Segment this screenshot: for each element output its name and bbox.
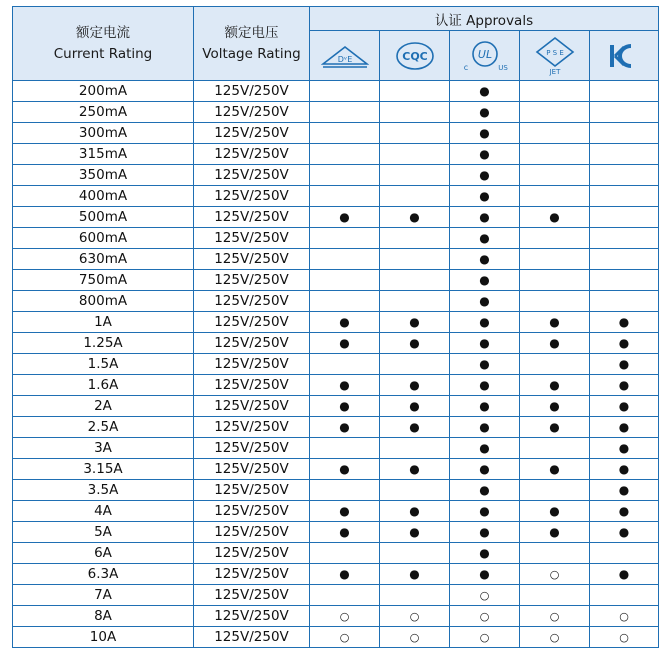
table-row <box>13 228 659 249</box>
table-row <box>13 81 659 102</box>
table-row <box>13 375 659 396</box>
vde-approval-cell <box>310 123 380 144</box>
table-row <box>13 459 659 480</box>
pse-approval-cell: ● <box>520 333 590 354</box>
vde-approval-cell: ● <box>310 312 380 333</box>
table-row <box>13 354 659 375</box>
ul-approval-cell: ○ <box>450 627 520 648</box>
table-row <box>13 396 659 417</box>
vde-approval-cell <box>310 186 380 207</box>
kc-approval-cell: ● <box>590 396 659 417</box>
table-row <box>13 270 659 291</box>
current-rating-cell: 200mA <box>13 81 194 102</box>
kc-approval-cell <box>590 165 659 186</box>
table-row <box>13 102 659 123</box>
voltage-rating-cell: 125V/250V <box>194 417 310 438</box>
ul-approval-cell: ● <box>450 270 520 291</box>
vde-approval-cell <box>310 228 380 249</box>
ul-approval-cell: ● <box>450 144 520 165</box>
cqc-approval-cell <box>380 354 450 375</box>
ul-approval-cell: ● <box>450 291 520 312</box>
kc-approval-cell: ● <box>590 417 659 438</box>
voltage-rating-cell: 125V/250V <box>194 606 310 627</box>
vde-approval-cell: ● <box>310 459 380 480</box>
kc-approval-cell: ● <box>590 438 659 459</box>
cqc-approval-cell: ● <box>380 417 450 438</box>
approvals-table <box>12 6 659 648</box>
pse-approval-cell <box>520 123 590 144</box>
vde-approval-cell <box>310 165 380 186</box>
cqc-approval-cell <box>380 270 450 291</box>
cqc-approval-cell <box>380 291 450 312</box>
cqc-approval-cell <box>380 438 450 459</box>
current-rating-cell: 5A <box>13 522 194 543</box>
vde-approval-cell: ● <box>310 417 380 438</box>
cqc-approval-cell: ○ <box>380 627 450 648</box>
voltage-rating-cell: 125V/250V <box>194 291 310 312</box>
svg-text:CQC: CQC <box>401 49 428 63</box>
table-row <box>13 480 659 501</box>
kc-approval-cell <box>590 144 659 165</box>
current-rating-cell: 300mA <box>13 123 194 144</box>
table-row <box>13 585 659 606</box>
current-rating-cell: 500mA <box>13 207 194 228</box>
current-rating-cell: 4A <box>13 501 194 522</box>
voltage-rating-cell: 125V/250V <box>194 585 310 606</box>
cqc-approval-cell: ● <box>380 333 450 354</box>
current-rating-cell: 350mA <box>13 165 194 186</box>
ul-approval-cell: ● <box>450 165 520 186</box>
table-row <box>13 291 659 312</box>
pse-approval-cell: ● <box>520 207 590 228</box>
current-rating-cell: 1.5A <box>13 354 194 375</box>
vde-approval-cell <box>310 585 380 606</box>
table-row <box>13 165 659 186</box>
kc-approval-cell <box>590 228 659 249</box>
table-row <box>13 627 659 648</box>
ul-approval-cell: ● <box>450 333 520 354</box>
table-row <box>13 186 659 207</box>
current-rating-cell: 315mA <box>13 144 194 165</box>
kc-approval-cell <box>590 585 659 606</box>
cqc-approval-cell: ● <box>380 396 450 417</box>
cqc-approval-cell <box>380 249 450 270</box>
svg-text:DᵛE: DᵛE <box>337 54 352 64</box>
current-rating-cell: 10A <box>13 627 194 648</box>
pse-logo-icon <box>533 36 577 76</box>
vde-approval-cell: ● <box>310 207 380 228</box>
current-rating-header <box>13 7 194 81</box>
pse-approval-cell: ● <box>520 417 590 438</box>
ul-approval-cell: ● <box>450 228 520 249</box>
vde-approval-cell <box>310 81 380 102</box>
current-rating-cell: 1.6A <box>13 375 194 396</box>
voltage-rating-cell: 125V/250V <box>194 627 310 648</box>
voltage-rating-cell: 125V/250V <box>194 480 310 501</box>
ul-approval-cell: ○ <box>450 585 520 606</box>
pse-approval-cell <box>520 270 590 291</box>
current-rating-cell: 600mA <box>13 228 194 249</box>
vde-approval-cell <box>310 102 380 123</box>
current-rating-cell: 3.5A <box>13 480 194 501</box>
ul-approval-cell: ● <box>450 249 520 270</box>
vde-approval-cell <box>310 354 380 375</box>
cqc-approval-cell: ● <box>380 501 450 522</box>
voltage-rating-cell: 125V/250V <box>194 354 310 375</box>
cqc-approval-cell: ● <box>380 564 450 585</box>
voltage-rating-cell: 125V/250V <box>194 459 310 480</box>
pse-approval-cell <box>520 81 590 102</box>
pse-approval-cell: ○ <box>520 606 590 627</box>
vde-logo-icon <box>321 40 369 72</box>
pse-approval-cell <box>520 249 590 270</box>
pse-approval-cell <box>520 438 590 459</box>
pse-approval-cell: ● <box>520 375 590 396</box>
pse-approval-cell <box>520 228 590 249</box>
table-row <box>13 312 659 333</box>
table-row <box>13 522 659 543</box>
voltage-rating-cell: 125V/250V <box>194 522 310 543</box>
kc-approval-cell: ○ <box>590 606 659 627</box>
current-rating-cell: 800mA <box>13 291 194 312</box>
pse-approval-cell <box>520 186 590 207</box>
table-body <box>13 81 659 648</box>
current-rating-cn: 额定电流 <box>76 24 130 41</box>
kc-approval-cell: ● <box>590 312 659 333</box>
current-rating-cell: 6A <box>13 543 194 564</box>
voltage-rating-cell: 125V/250V <box>194 543 310 564</box>
current-rating-cell: 250mA <box>13 102 194 123</box>
current-rating-cell: 2.5A <box>13 417 194 438</box>
svg-text:c: c <box>463 62 468 72</box>
vde-approval-cell: ● <box>310 501 380 522</box>
voltage-rating-cell: 125V/250V <box>194 501 310 522</box>
kc-approval-cell: ● <box>590 564 659 585</box>
ul-approval-cell: ● <box>450 207 520 228</box>
cqc-approval-cell: ● <box>380 207 450 228</box>
vde-approval-cell: ● <box>310 333 380 354</box>
pse-approval-cell: ● <box>520 396 590 417</box>
ul-approval-cell: ● <box>450 123 520 144</box>
vde-approval-cell <box>310 144 380 165</box>
cqc-approval-cell <box>380 81 450 102</box>
vde-approval-cell <box>310 270 380 291</box>
cqc-logo-icon <box>394 39 436 73</box>
current-rating-cell: 3A <box>13 438 194 459</box>
pse-approval-cell <box>520 165 590 186</box>
pse-logo-cell <box>520 31 590 81</box>
pse-approval-cell: ● <box>520 501 590 522</box>
kc-approval-cell <box>590 102 659 123</box>
kc-approval-cell: ● <box>590 480 659 501</box>
cqc-approval-cell <box>380 585 450 606</box>
voltage-rating-cell: 125V/250V <box>194 396 310 417</box>
kc-logo-icon <box>607 41 641 71</box>
voltage-rating-cell: 125V/250V <box>194 144 310 165</box>
current-rating-cell: 1.25A <box>13 333 194 354</box>
cqc-approval-cell <box>380 228 450 249</box>
kc-approval-cell: ● <box>590 522 659 543</box>
voltage-rating-en: Voltage Rating <box>202 45 301 62</box>
pse-approval-cell: ● <box>520 522 590 543</box>
kc-approval-cell <box>590 123 659 144</box>
ul-logo-cell <box>450 31 520 81</box>
pse-approval-cell <box>520 291 590 312</box>
vde-approval-cell <box>310 438 380 459</box>
pse-approval-cell: ○ <box>520 627 590 648</box>
vde-approval-cell: ● <box>310 396 380 417</box>
table-row <box>13 501 659 522</box>
table-row <box>13 438 659 459</box>
cqc-approval-cell <box>380 186 450 207</box>
kc-logo-cell <box>590 31 659 81</box>
cqc-approval-cell <box>380 102 450 123</box>
vde-logo-cell <box>310 31 380 81</box>
table-row <box>13 543 659 564</box>
kc-approval-cell <box>590 186 659 207</box>
ul-approval-cell: ● <box>450 522 520 543</box>
pse-approval-cell <box>520 102 590 123</box>
vde-approval-cell: ● <box>310 375 380 396</box>
kc-approval-cell <box>590 291 659 312</box>
table-row <box>13 606 659 627</box>
cqc-approval-cell <box>380 165 450 186</box>
ul-approval-cell: ● <box>450 564 520 585</box>
kc-approval-cell <box>590 81 659 102</box>
cqc-approval-cell <box>380 123 450 144</box>
table-header <box>13 7 659 81</box>
kc-approval-cell: ○ <box>590 627 659 648</box>
current-rating-cell: 630mA <box>13 249 194 270</box>
kc-approval-cell <box>590 543 659 564</box>
current-rating-cell: 750mA <box>13 270 194 291</box>
current-rating-cell: 1A <box>13 312 194 333</box>
voltage-rating-cell: 125V/250V <box>194 438 310 459</box>
voltage-rating-header <box>194 7 310 81</box>
cqc-approval-cell <box>380 543 450 564</box>
table-row <box>13 144 659 165</box>
svg-text:P S E: P S E <box>545 48 564 57</box>
voltage-rating-cell: 125V/250V <box>194 123 310 144</box>
current-rating-cell: 3.15A <box>13 459 194 480</box>
svg-text:US: US <box>497 63 508 72</box>
ul-approval-cell: ○ <box>450 606 520 627</box>
vde-approval-cell <box>310 249 380 270</box>
voltage-rating-cn: 额定电压 <box>224 24 279 41</box>
kc-approval-cell: ● <box>590 375 659 396</box>
svg-text:JET: JET <box>549 67 560 76</box>
ul-approval-cell: ● <box>450 186 520 207</box>
pse-approval-cell <box>520 354 590 375</box>
svg-text:UL: UL <box>477 47 492 61</box>
voltage-rating-cell: 125V/250V <box>194 81 310 102</box>
vde-approval-cell: ● <box>310 522 380 543</box>
ul-approval-cell: ● <box>450 480 520 501</box>
pse-approval-cell: ● <box>520 312 590 333</box>
ul-approval-cell: ● <box>450 102 520 123</box>
cqc-approval-cell <box>380 144 450 165</box>
ul-approval-cell: ● <box>450 396 520 417</box>
current-rating-cell: 7A <box>13 585 194 606</box>
ul-approval-cell: ● <box>450 417 520 438</box>
vde-approval-cell: ● <box>310 564 380 585</box>
voltage-rating-cell: 125V/250V <box>194 375 310 396</box>
ul-approval-cell: ● <box>450 459 520 480</box>
voltage-rating-cell: 125V/250V <box>194 333 310 354</box>
kc-approval-cell: ● <box>590 354 659 375</box>
approvals-header: 认证 Approvals <box>310 7 659 31</box>
current-rating-cell: 8A <box>13 606 194 627</box>
cqc-approval-cell: ● <box>380 522 450 543</box>
ul-logo-icon <box>458 38 512 74</box>
kc-approval-cell: ● <box>590 459 659 480</box>
cqc-approval-cell: ○ <box>380 606 450 627</box>
cqc-approval-cell: ● <box>380 312 450 333</box>
cqc-approval-cell <box>380 480 450 501</box>
ul-approval-cell: ● <box>450 354 520 375</box>
table-row <box>13 249 659 270</box>
vde-approval-cell: ○ <box>310 627 380 648</box>
voltage-rating-cell: 125V/250V <box>194 249 310 270</box>
current-rating-cell: 6.3A <box>13 564 194 585</box>
vde-approval-cell <box>310 480 380 501</box>
pse-approval-cell <box>520 543 590 564</box>
voltage-rating-cell: 125V/250V <box>194 186 310 207</box>
pse-approval-cell <box>520 585 590 606</box>
kc-approval-cell <box>590 249 659 270</box>
current-rating-en: Current Rating <box>53 45 153 62</box>
voltage-rating-cell: 125V/250V <box>194 207 310 228</box>
kc-approval-cell <box>590 207 659 228</box>
table-row <box>13 564 659 585</box>
ul-approval-cell: ● <box>450 438 520 459</box>
pse-approval-cell <box>520 144 590 165</box>
voltage-rating-cell: 125V/250V <box>194 312 310 333</box>
voltage-rating-cell: 125V/250V <box>194 270 310 291</box>
voltage-rating-cell: 125V/250V <box>194 165 310 186</box>
voltage-rating-cell: 125V/250V <box>194 102 310 123</box>
ul-approval-cell: ● <box>450 375 520 396</box>
kc-approval-cell: ● <box>590 501 659 522</box>
table-row <box>13 207 659 228</box>
voltage-rating-cell: 125V/250V <box>194 228 310 249</box>
vde-approval-cell <box>310 291 380 312</box>
ul-approval-cell: ● <box>450 543 520 564</box>
kc-approval-cell: ● <box>590 333 659 354</box>
voltage-rating-cell: 125V/250V <box>194 564 310 585</box>
pse-approval-cell: ○ <box>520 564 590 585</box>
table-row <box>13 333 659 354</box>
cqc-approval-cell: ● <box>380 459 450 480</box>
vde-approval-cell <box>310 543 380 564</box>
vde-approval-cell: ○ <box>310 606 380 627</box>
ul-approval-cell: ● <box>450 501 520 522</box>
cqc-logo-cell <box>380 31 450 81</box>
table-row <box>13 417 659 438</box>
ul-approval-cell: ● <box>450 81 520 102</box>
ul-approval-cell: ● <box>450 312 520 333</box>
table-row <box>13 123 659 144</box>
pse-approval-cell: ● <box>520 459 590 480</box>
cqc-approval-cell: ● <box>380 375 450 396</box>
current-rating-cell: 400mA <box>13 186 194 207</box>
current-rating-cell: 2A <box>13 396 194 417</box>
pse-approval-cell <box>520 480 590 501</box>
kc-approval-cell <box>590 270 659 291</box>
